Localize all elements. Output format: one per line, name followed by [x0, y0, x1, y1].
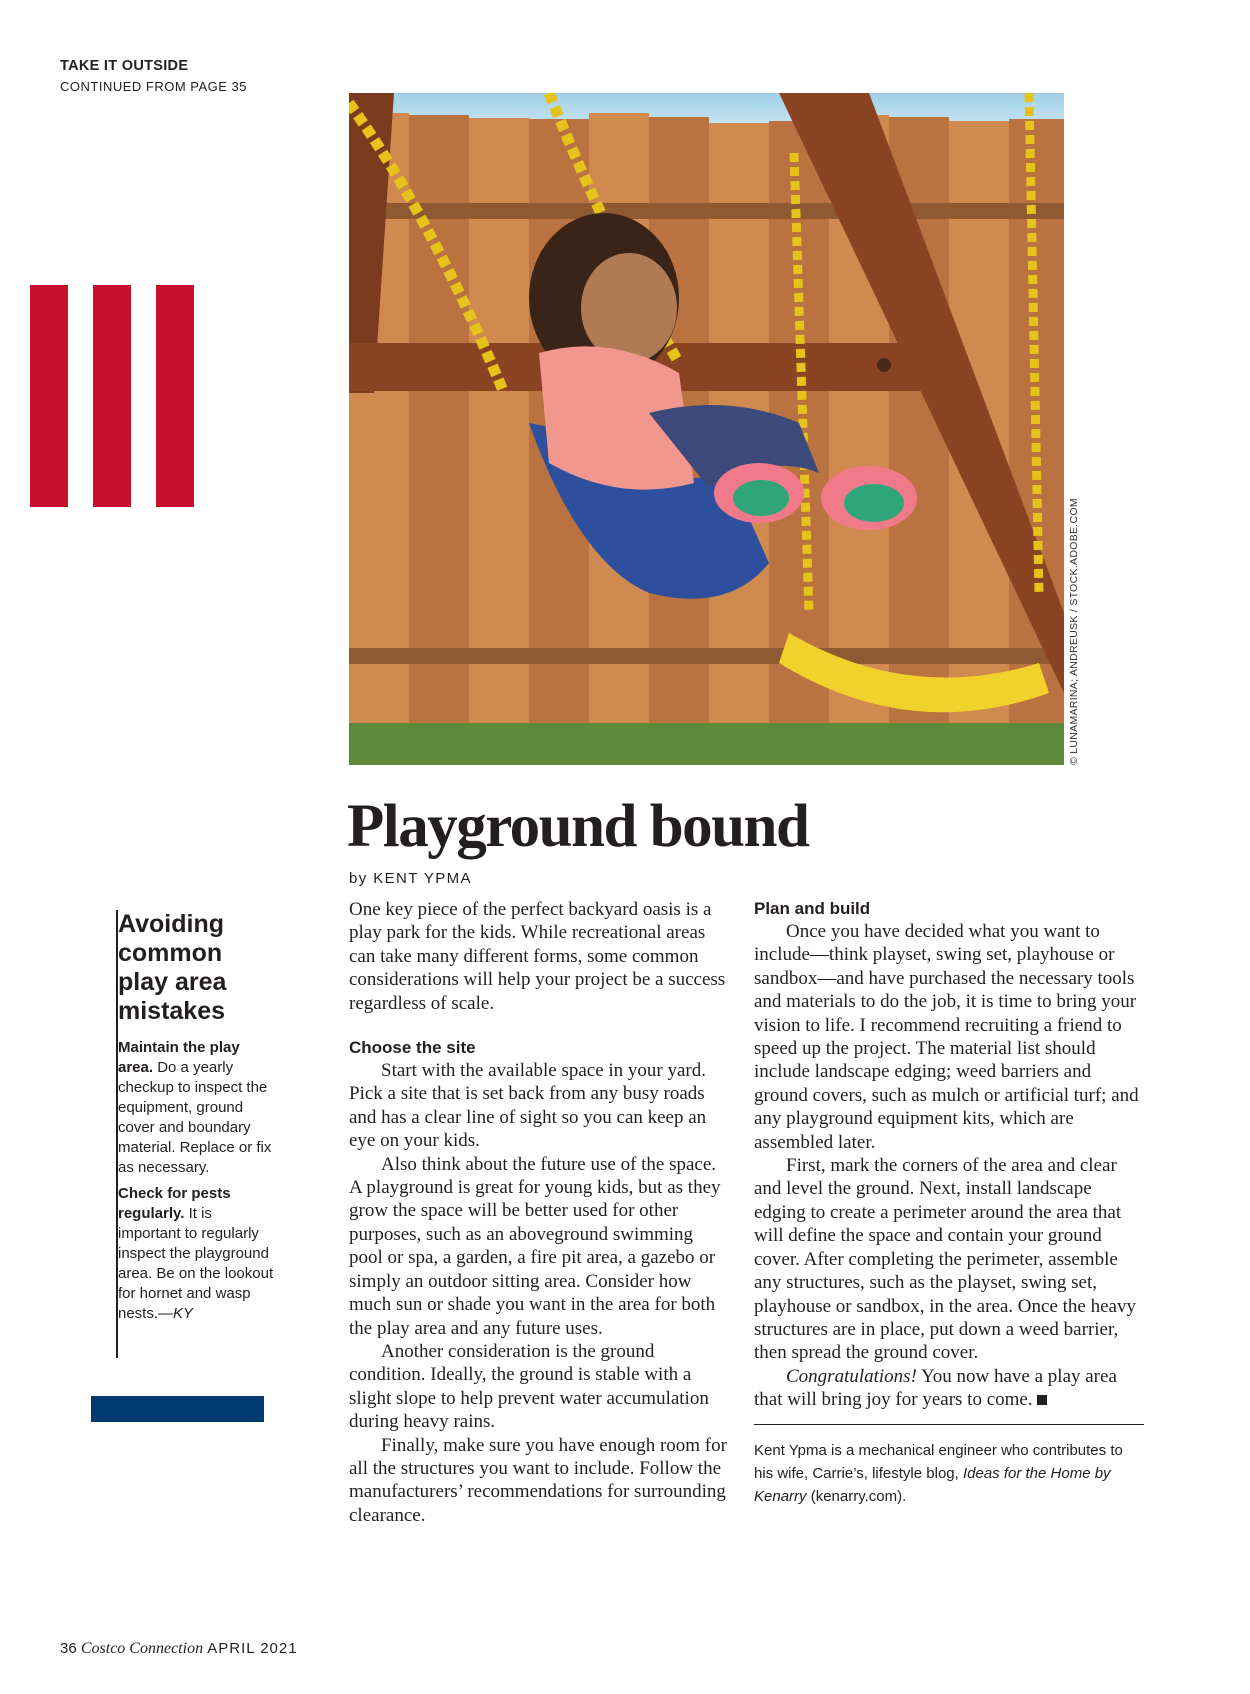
bio-text: Kent Ypma is a mechanical engineer who contributes to his wife, Carrie’s, lifestyle blog, — [754, 1441, 1123, 1482]
tip-body: Do a yearly checkup to inspect the equipment, ground cover and boundary material. Replace or fix as necessary. — [118, 1059, 272, 1176]
tip-heading: Maintain the play area. — [118, 1039, 240, 1076]
body-paragraph: Also think about the future use of the space. A playground is great for young kids, but as they grow the space will be better used for other purposes, such as an aboveground swimming pool or spa, a garden, a fire pit area, a gazebo or simply an outdoor sitting area. Consider how much sun or shade you want in the area for both the play area and any future uses. — [349, 1153, 721, 1339]
decorative-stripes — [30, 285, 200, 507]
blog-name: Ideas for the Home by Kenarry — [754, 1464, 1111, 1505]
tip-signature: —KY — [158, 1305, 194, 1322]
magazine-name: Costco Connection — [80, 1640, 204, 1657]
intro-paragraph: One key piece of the perfect backyard oasis is a play park for the kids. While recreational areas can take many different forms, some common considerations will help your project be a success regardless of scale. — [349, 899, 726, 1014]
closing-text: You now have a play area that will bring joy for years to come. — [754, 1365, 1117, 1411]
photo-credit: © LUNAMARINA; ANDREUSK / STOCK.ADOBE.COM — [1068, 498, 1080, 765]
article-column-1 — [349, 898, 731, 1527]
section-kicker: TAKE IT OUTSIDE — [60, 58, 189, 74]
article-column-2 — [754, 898, 1144, 1508]
byline: by KENT YPMA — [349, 870, 472, 887]
end-mark-icon — [1037, 1395, 1047, 1405]
stripe — [30, 285, 68, 507]
bio-rule — [754, 1424, 1144, 1508]
body-paragraph: Start with the available space in your yard. Pick a site that is set back from any busy roads and has a clear line of sight so you can keep an eye on your kids. — [349, 1060, 707, 1152]
hero-photo — [349, 93, 1064, 765]
subhead-choose-site: Choose the site — [349, 1038, 476, 1058]
sidebar-tips — [118, 910, 278, 1330]
sidebar-title: Avoiding common play area mistakes — [118, 910, 227, 1025]
blog-url: (kenarry.com). — [806, 1487, 907, 1505]
closing-paragraph — [754, 1365, 1144, 1412]
tip-heading: Check for pests regularly. — [118, 1185, 231, 1222]
subhead-plan-build: Plan and build — [754, 899, 871, 918]
page-number: 36 — [60, 1640, 77, 1657]
sidebar-tip — [118, 1184, 278, 1324]
tip-body: It is important to regularly inspect the playground area. Be on the lookout for hornet and wasp nests. — [118, 1205, 274, 1322]
sidebar-rule — [116, 910, 118, 1358]
stripe — [93, 285, 131, 507]
author-bio — [754, 1439, 1144, 1508]
body-paragraph: Finally, make sure you have enough room for all the structures you want to include. Follow the manufacturers’ recommendations for surrounding clearance. — [349, 1434, 727, 1526]
sidebar-accent-bar — [91, 1396, 264, 1422]
stripe — [156, 285, 194, 507]
body-paragraph: Another consideration is the ground condition. Ideally, the ground is stable with a slight slope to help prevent water accumulation during heavy rains. — [349, 1340, 709, 1433]
article-title: Playground bound — [347, 793, 809, 860]
page-footer — [60, 1640, 298, 1658]
body-paragraph: First, mark the corners of the area and clear and level the ground. Next, install landscape edging to create a perimeter around the area that will define the space and contain your ground cover. After completing the perimeter, assemble any structures, such as the playset, swing set, playhouse or sandbox, in the area. Once the heavy structures are in place, put down a weed barrier, then spread the ground cover. — [754, 1155, 1136, 1364]
emphasis: Congratulations! — [786, 1365, 917, 1387]
issue-date: APRIL 2021 — [207, 1640, 298, 1657]
sidebar-tip — [118, 1038, 278, 1178]
body-paragraph: Once you have decided what you want to include—think playset, swing set, playhouse or sandbox—and have purchased the necessary tools and materials to do the job, it is time to bring your vision to life. I recommend recruiting a friend to speed up the project. The material list should include landscape edging; weed barriers and ground covers, such as mulch or artificial turf; and any playground equipment kits, which are assembled later. — [754, 921, 1139, 1153]
continued-note: CONTINUED FROM PAGE 35 — [60, 79, 248, 94]
